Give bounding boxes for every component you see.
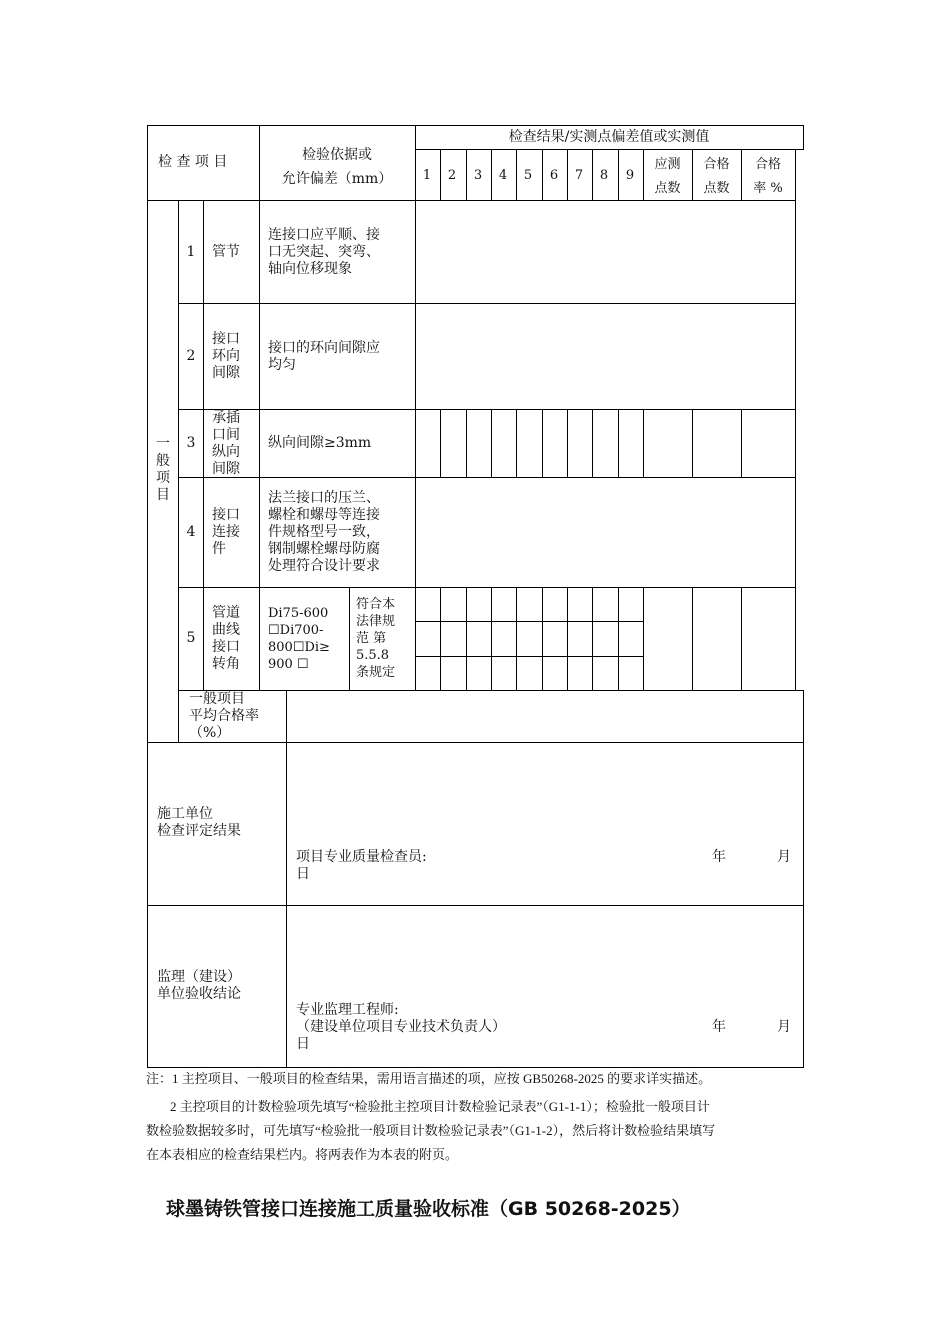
point-number: 8 bbox=[599, 168, 609, 183]
construction-month: 月 bbox=[777, 849, 791, 865]
header-basis: 检验依据或 允许偏差（mm） bbox=[281, 147, 393, 187]
point-number: 1 bbox=[422, 168, 432, 183]
note-2-line-1: 2 主控项目的计数检验项先填写“检验批主控项目计数检验记录表”（G1-1-1）；检验批一般项目计 bbox=[170, 1099, 710, 1114]
row-3-basis: 纵向间隙≥3mm bbox=[268, 435, 372, 451]
supervision-year: 年 bbox=[712, 1019, 726, 1035]
note-2-line-2: 数检验数据较多时，可先填写“检验批一般项目计数检验记录表”（G1-1-2），然后将计数检验结果填写 bbox=[146, 1123, 716, 1138]
point-number: 9 bbox=[625, 168, 635, 183]
row-5-basis-rule: 符合本 法律规 范 第 5.5.8 条规定 bbox=[356, 597, 396, 680]
row-5-basis: Di75-600 ☐Di700- 800☐Di≥ 900 ☐ bbox=[268, 606, 330, 672]
point-number: 2 bbox=[447, 168, 457, 183]
row-3-number: 3 bbox=[186, 435, 196, 451]
point-number: 7 bbox=[574, 168, 584, 183]
row-4-number: 4 bbox=[186, 524, 196, 540]
supervision-unit-label: 监理（建设） 单位验收结论 bbox=[157, 969, 241, 1002]
header-result-group: 检查结果/实测点偏差值或实测值 bbox=[508, 129, 710, 145]
point-number: 5 bbox=[523, 168, 533, 183]
point-number: 6 bbox=[549, 168, 559, 183]
row-4-basis: 法兰接口的压兰、 螺栓和螺母等连接 件规格型号一致， 钢制螺栓螺母防腐 处理符合设计要求 bbox=[268, 490, 380, 574]
supervision-day: 日 bbox=[296, 1036, 310, 1052]
row-5-number: 5 bbox=[186, 630, 196, 646]
construction-day: 日 bbox=[296, 866, 310, 882]
row-1-name: 管节 bbox=[212, 244, 240, 260]
average-pass-rate-label: 一般项目 平均合格率 （%） bbox=[189, 691, 259, 741]
row-1-number: 1 bbox=[186, 244, 196, 260]
header-pass-rate: 合格 率 % bbox=[753, 157, 783, 196]
row-2-number: 2 bbox=[186, 348, 196, 364]
point-number: 4 bbox=[498, 168, 508, 183]
construction-signer-label: 项目专业质量检查员: bbox=[296, 849, 427, 865]
header-should-count: 应测 点数 bbox=[654, 157, 681, 196]
header-pass-count: 合格 点数 bbox=[703, 157, 730, 196]
row-1-basis: 连接口应平顺、接 口无突起、突弯、 轴向位移现象 bbox=[268, 227, 380, 277]
group-label: 一 般 项 目 bbox=[156, 436, 170, 503]
row-5-name: 管道 曲线 接口 转角 bbox=[212, 605, 240, 672]
row-2-basis: 接口的环向间隙应 均匀 bbox=[268, 340, 380, 373]
page-title: 球墨铸铁管接口连接施工质量验收标准（GB 50268-2025） bbox=[166, 1198, 691, 1220]
header-check-item: 检 查 项 目 bbox=[158, 154, 228, 170]
construction-unit-label: 施工单位 检查评定结果 bbox=[157, 806, 241, 839]
row-4-name: 接口 连接 件 bbox=[212, 507, 240, 557]
supervision-signer-label: 专业监理工程师: （建设单位项目专业技术负责人） bbox=[296, 1002, 506, 1035]
note-2-line-3: 在本表相应的检查结果栏内。将两表作为本表的附页。 bbox=[146, 1147, 459, 1162]
supervision-month: 月 bbox=[777, 1019, 791, 1035]
row-2-name: 接口 环向 间隙 bbox=[212, 331, 240, 381]
construction-year: 年 bbox=[712, 849, 726, 865]
point-number: 3 bbox=[473, 168, 483, 183]
note-1: 注：1 主控项目、一般项目的检查结果，需用语言描述的项，应按 GB50268-2025 的要求详实描述。 bbox=[146, 1071, 712, 1086]
row-3-name: 承插 口间 纵向 间隙 bbox=[212, 410, 240, 477]
